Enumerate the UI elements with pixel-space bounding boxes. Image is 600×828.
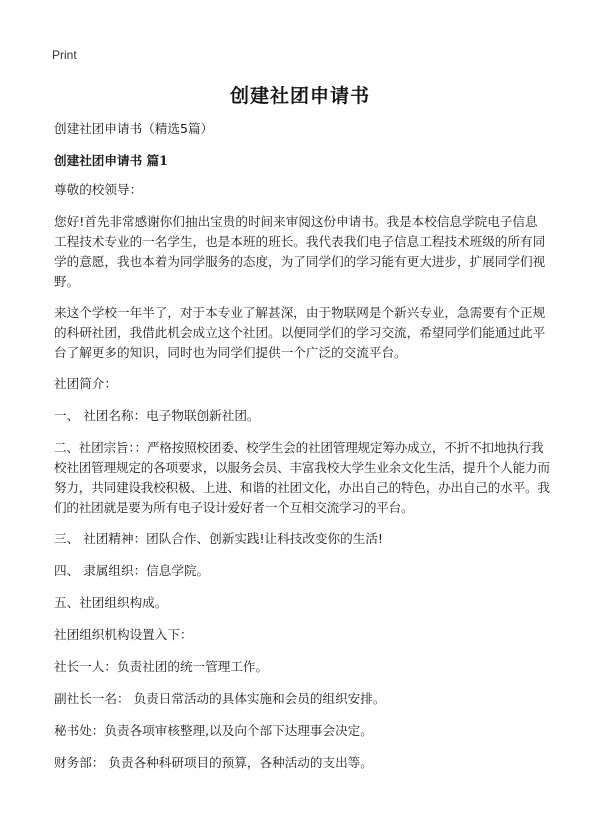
role-item: 秘书处：负责各项审核整理,以及向个部下达理事会决定。 bbox=[54, 723, 373, 738]
print-label: Print bbox=[52, 48, 77, 62]
list-item: 五、社团组织构成。 bbox=[54, 595, 168, 610]
document-subtitle: 创建社团申请书（精选5篇） bbox=[54, 121, 214, 136]
role-item: 副社长一名： 负责日常活动的具体实施和会员的组织安排。 bbox=[54, 691, 386, 706]
list-item: 四、 隶属组织：信息学院。 bbox=[54, 563, 210, 578]
list-item: 一、 社团名称：电子物联创新社团。 bbox=[54, 408, 260, 423]
salutation: 尊敬的校领导： bbox=[54, 182, 143, 197]
role-item: 社长一人：负责社团的统一管理工作。 bbox=[54, 659, 269, 674]
document-body bbox=[54, 119, 550, 785]
page-title: 创建社团申请书 bbox=[229, 85, 370, 107]
org-heading: 社团组织机构设置入下： bbox=[54, 627, 193, 642]
list-item: 三、 社团精神：团队合作、创新实践!让科技改变你的生活! bbox=[54, 531, 383, 546]
list-item: 二、社团宗旨：：严格按照校团委、校学生会的社团管理规定筹办成立，不折不扣地执行我校社团管理规定的各项要求，以服务会员、丰富我校大学生业余文化生活，提升个人能力而努力，共同建设我校积极、上进、和谐的社团文化，办出自己的特色，办出自己的水平。我们的社团就是要为所有电子设计爱好者一个互相交流学习的平台。 bbox=[54, 440, 550, 515]
section-heading: 创建社团申请书 篇1 bbox=[54, 153, 168, 168]
role-item: 财务部： 负责各种科研项目的预算，各种活动的支出等。 bbox=[54, 755, 373, 770]
body-paragraph: 您好!首先非常感谢你们抽出宝贵的时间来审阅这份申请书。我是本校信息学院电子信息工程技术专业的一名学生，也是本班的班长。我代表我们电子信息工程技术班级的所有同学的意愿，我也本着为同学服务的态度，为了同学们的学习能有更大进步，扩展同学们视野。 bbox=[54, 214, 546, 289]
intro-heading: 社团简介： bbox=[54, 376, 117, 391]
body-paragraph: 来这个学校一年半了，对于本专业了解甚深，由于物联网是个新兴专业，急需要有个正规的科研社团，我借此机会成立这个社团。以便同学们的学习交流，希望同学们能通过此平台了解更多的知识，同时也为同学们提供一个广泛的交流平台。 bbox=[54, 305, 546, 360]
